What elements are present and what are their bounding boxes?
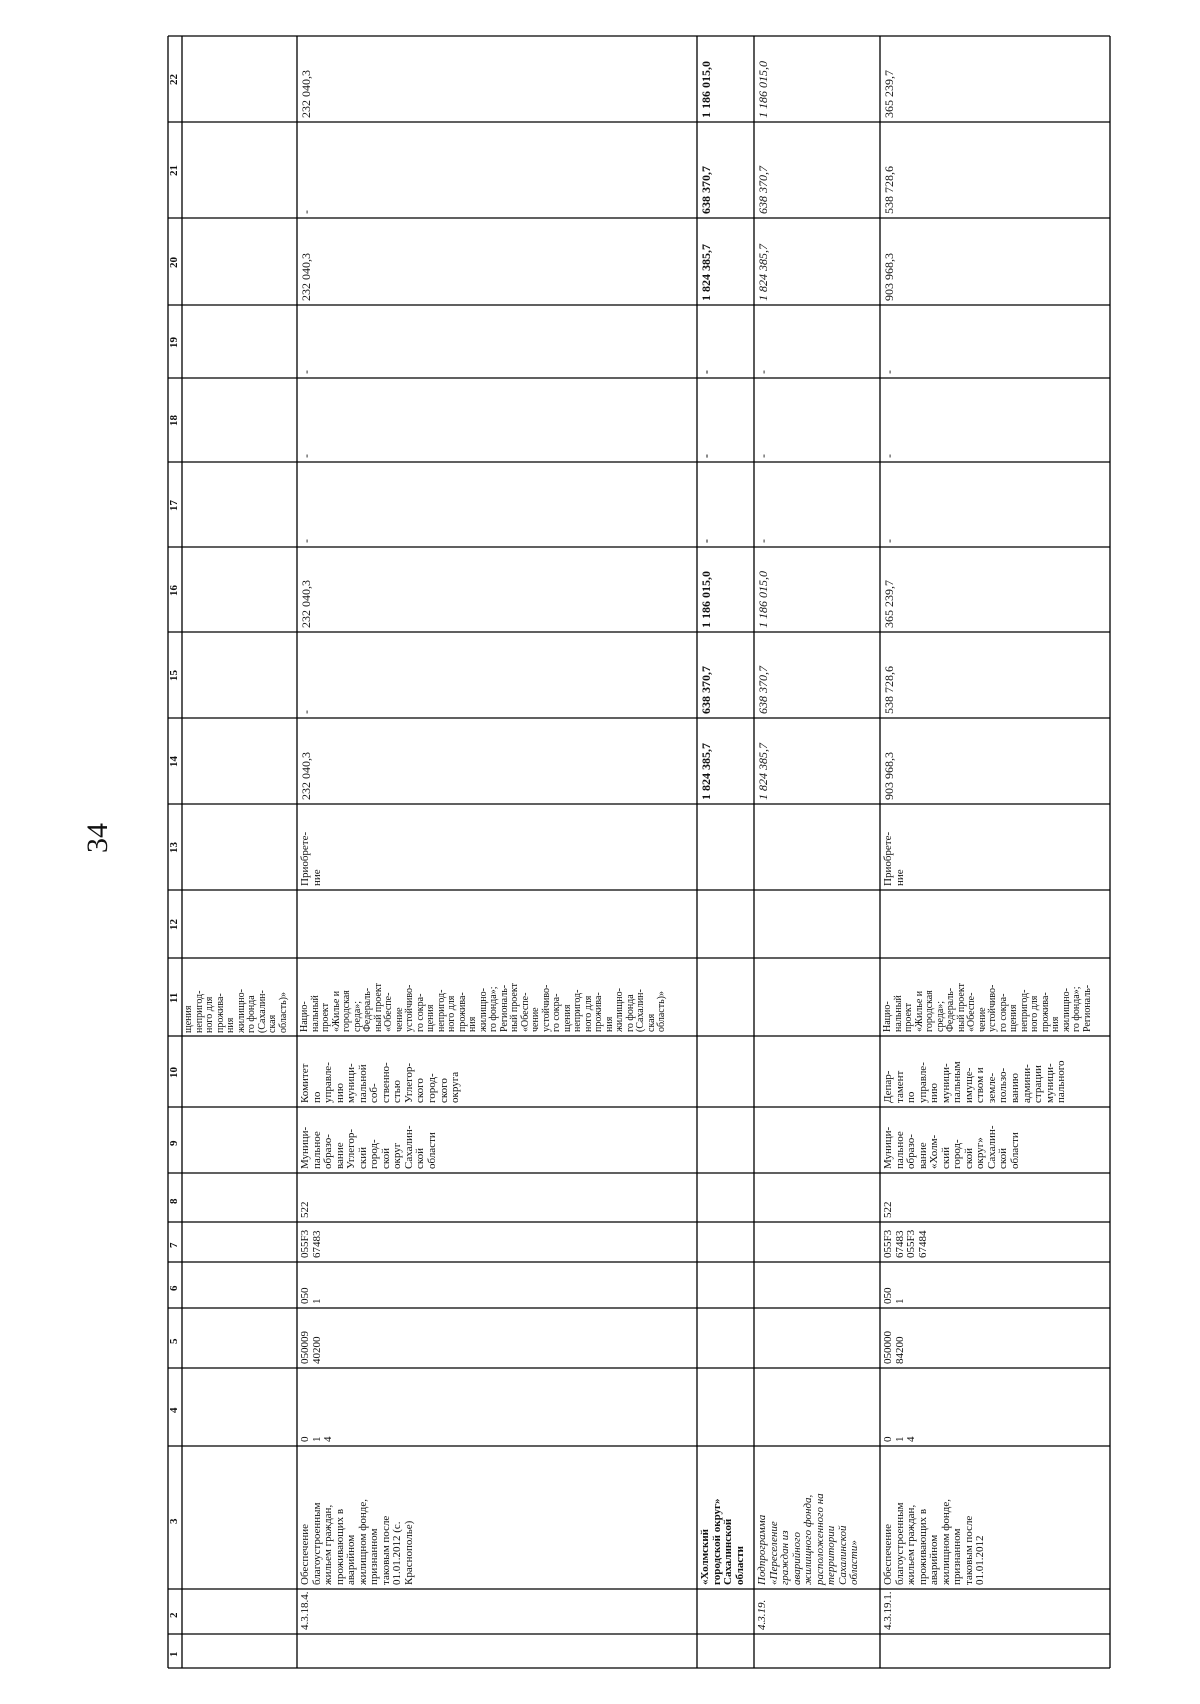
row_4_3_19_1-c11-line: Региональ- (1081, 984, 1093, 1032)
row_4_3_19_1-c11-line: Федераль- (945, 987, 956, 1032)
row_4_3_19_1-c10-line: имуще- (962, 1067, 975, 1103)
row_4_3_18_4-c11-line: го сокра- (414, 993, 426, 1032)
row_4_3_18_4-c3-line: аварийном (345, 1534, 358, 1585)
row_4_3_18_4-c14: 232 040,3 (299, 752, 313, 800)
column-number-16: 16 (168, 584, 180, 596)
row_4_3_19-c3-line: Сахалинской (836, 1525, 849, 1585)
row_4_3_18_4-c11-line: «Жилье и (330, 990, 342, 1032)
row_4_3_18_4-c17: - (299, 539, 313, 543)
row_4_3_18_4-c10-line: Комитет (299, 1063, 311, 1103)
row_kholmsk-c16: 1 186 015,0 (699, 571, 713, 628)
row_4_3_18_4-c10 (300, 1062, 462, 1103)
row_4_3_18_4-c11-line: непригод- (572, 989, 583, 1032)
row_4_3_19_1-c2: 4.3.19.1. (882, 1591, 894, 1630)
row_4_3_18_4-c3-line: благоустроенным (310, 1502, 323, 1585)
row_4_3_19_1-c4-line: 0 (882, 1436, 894, 1442)
row_4_3_18_4-c11-line: Нацио- (299, 1001, 310, 1032)
row_4_3_19_1-c9-line: ской (997, 1147, 1010, 1169)
row_4_3_19_1-c5-line: 84200 (893, 1336, 906, 1364)
row_4_3_18_4-c11-line: Региональ- (498, 984, 510, 1032)
row_4_3_18_4-c7 (300, 1230, 323, 1258)
row_4_3_19_1-c5-line: 050000 (882, 1331, 894, 1364)
row_4_3_18_4-c11-line: щения (425, 1004, 436, 1032)
row_4_3_18_4-c15: - (299, 710, 313, 714)
column-number-13: 13 (168, 842, 180, 853)
row_4_3_18_4-c8: 522 (299, 1201, 311, 1218)
row_4_3_19_1-c9-line: образо- (905, 1134, 918, 1169)
row_4_3_18_4-c3 (300, 1499, 415, 1585)
row_4_3_18_4-c9-line: Муници- (299, 1126, 311, 1169)
row_4_3_19_1-c20: 903 968,3 (882, 253, 896, 301)
row_4_3_18_4-c18: - (299, 454, 313, 458)
row_4_3_18_4-c10-line: управле- (322, 1062, 335, 1103)
column-number-22: 22 (168, 74, 180, 85)
row_4_3_18_4-c13-line: ние (310, 869, 323, 886)
row_4_3_18_4-c3-line: 01.01.2012 (с. (391, 1521, 404, 1585)
row_4_3_18_4-c9-line: ский (356, 1147, 369, 1169)
row_4_3_19-c3 (757, 1493, 861, 1585)
row_4_3_18_4-c5-line: 40200 (310, 1336, 323, 1364)
row_kholmsk-c21: 638 370,7 (699, 166, 713, 214)
row_4_3_19_1-c22: 365 239,7 (882, 70, 896, 118)
row_4_3_19_1-c11-line: чение (976, 1007, 988, 1032)
row_4_3_18_4-c2: 4.3.18.4. (299, 1591, 311, 1630)
row_4_3_18_4-c16: 232 040,3 (299, 580, 313, 628)
row_4_3_19_1-c9-line: области (1009, 1132, 1022, 1169)
row_4_3_19_1-c17: - (882, 539, 896, 543)
row_4_3_18_4-c3-line: признанном (368, 1528, 381, 1585)
row_4_3_18_4-c11-line: прожива- (593, 992, 604, 1032)
row_4_3_19_1-c11-line: ного для (1029, 995, 1040, 1032)
row_4_3_19_1-c10-line: страции (1032, 1065, 1045, 1103)
row_4_3_18_4-c7-line: 055F3 (299, 1229, 311, 1258)
row_4_3_18_4-c11-line: устойчиво- (540, 984, 552, 1032)
row_4_3_18_4-c9-line: ской (414, 1147, 427, 1169)
column-number-14: 14 (168, 756, 180, 767)
row_4_3_19_1-c10 (883, 1061, 1068, 1104)
row_4_3_19_1-c10-line: нию (928, 1083, 941, 1103)
row_4_3_19_1-c9-line: округ» (974, 1137, 987, 1169)
row_4_3_19_1-c10-line: по (905, 1091, 918, 1103)
row_4_3_19-c14: 1 824 385,7 (756, 743, 770, 800)
top-row-col11-line: прожива- (214, 993, 226, 1033)
row_4_3_19_1-c7-line: 67483 (893, 1230, 906, 1258)
row_4_3_18_4-c11-line: среда»; (351, 1000, 363, 1032)
column-number-2: 2 (168, 1612, 180, 1618)
row_4_3_19_1-c10-line: муници- (1043, 1063, 1056, 1103)
row_4_3_19_1-c10-line: тамент (893, 1070, 906, 1103)
row_4_3_19_1-c19: - (882, 370, 896, 374)
row_4_3_18_4-c11-line: ного для (582, 995, 594, 1032)
row_4_3_18_4-c11-line: чение (393, 1007, 405, 1032)
top-row-col11-line: область)» (277, 992, 289, 1033)
row_4_3_18_4-c10-line: Углегор- (402, 1062, 415, 1103)
column-number-17: 17 (168, 499, 180, 511)
row_4_3_19_1-c7-line: 055F3 (882, 1229, 894, 1258)
row_kholmsk-c15: 638 370,7 (699, 666, 713, 714)
row_4_3_19-c3-line: области» (848, 1540, 861, 1585)
row_4_3_19_1-c11-line: устойчиво- (987, 984, 998, 1032)
row_4_3_19_1-c9 (883, 1126, 1022, 1169)
row_4_3_18_4-c11-line: ская (645, 1013, 657, 1032)
row_4_3_18_4-c10-line: пальной (356, 1064, 369, 1103)
row_4_3_19_1-c7-line: 055F3 (905, 1229, 918, 1258)
row_4_3_19_1-c16: 365 239,7 (882, 580, 896, 628)
row_4_3_18_4-c11-line: нальный (309, 995, 321, 1032)
row_kholmsk-c19: - (699, 370, 713, 374)
row_4_3_18_4-c3-line: жильем граждан, (322, 1504, 335, 1585)
row_4_3_18_4-c9-line: области (426, 1132, 439, 1169)
column-number-6: 6 (168, 1285, 180, 1291)
row_4_3_18_4-c4-line: 4 (322, 1436, 335, 1442)
row_4_3_18_4-c10-line: муници- (345, 1063, 358, 1103)
row_4_3_19_1-c6-line: 1 (893, 1298, 906, 1304)
row_4_3_18_4-c9-line: вание (333, 1142, 346, 1169)
row_4_3_19_1-c6 (883, 1288, 906, 1305)
row_4_3_19_1-c3-line: аварийном (928, 1534, 941, 1585)
row_4_3_18_4-c13-line: Приобрете- (299, 831, 311, 886)
row_kholmsk-c3-line: области (733, 1545, 746, 1585)
row_kholmsk-c22: 1 186 015,0 (699, 61, 713, 118)
row_4_3_18_4-c6-line: 1 (310, 1298, 323, 1304)
page-number: 34 (81, 823, 114, 853)
row_4_3_18_4-c11-line: «Обеспе- (519, 992, 531, 1032)
row_4_3_18_4-c11-line: го фонда (624, 994, 636, 1032)
row_4_3_19_1-c11-line: непригод- (1018, 989, 1030, 1032)
row_4_3_19_1-c10-line: земле- (985, 1072, 998, 1103)
column-number-18: 18 (168, 415, 180, 426)
row_4_3_19-c22: 1 186 015,0 (756, 61, 770, 118)
row_4_3_19_1-c9-line: пальное (893, 1131, 906, 1169)
column-number-1: 1 (168, 1651, 180, 1657)
row_4_3_18_4-c9-line: город- (368, 1139, 381, 1169)
row_4_3_18_4-c19: - (299, 370, 313, 374)
row_4_3_18_4-c20: 232 040,3 (299, 253, 313, 301)
row_4_3_18_4-c13 (300, 832, 323, 886)
row_4_3_19_1-c11 (883, 983, 1093, 1032)
column-number-21: 21 (168, 165, 180, 176)
row_4_3_18_4-c11-line: Федераль- (362, 987, 373, 1032)
column-number-11: 11 (168, 992, 180, 1003)
row_kholmsk-c17: - (699, 539, 713, 543)
row_4_3_18_4-c4-line: 1 (310, 1436, 323, 1442)
row_4_3_18_4-c10-line: нию (333, 1083, 346, 1103)
row_4_3_18_4-c5 (300, 1331, 323, 1364)
row_4_3_18_4-c11-line: городская (341, 990, 352, 1032)
row_4_3_18_4-c11-line: (Сахалин- (635, 989, 646, 1032)
row_4_3_19_1-c18: - (882, 454, 896, 458)
row_4_3_18_4-c11 (300, 983, 668, 1032)
row_4_3_19-c3-line: территории (825, 1525, 838, 1585)
row_4_3_19_1-c11-line: щения (1008, 1004, 1019, 1032)
row_4_3_18_4-c9-line: пальное (310, 1131, 323, 1169)
row_4_3_19_1-c3-line: жилищном фонде, (939, 1499, 952, 1585)
row_4_3_18_4-c9-line: ской (379, 1147, 392, 1169)
row_4_3_18_4-c10-line: город- (426, 1073, 439, 1103)
column-number-7: 7 (168, 1242, 180, 1248)
row_4_3_19_1-c9-line: «Холм- (928, 1134, 941, 1169)
column-number-3: 3 (168, 1518, 180, 1524)
row_4_3_19_1-c11-line: «Жилье и (913, 990, 925, 1032)
row_4_3_19_1-c13-line: ние (893, 869, 906, 886)
row_4_3_19-c3-line: расположенного на (813, 1493, 826, 1585)
row_kholmsk-c20: 1 824 385,7 (699, 244, 713, 301)
row_4_3_18_4-c11-line: ный проект (509, 983, 520, 1032)
row_4_3_18_4-c11-line: непригод- (435, 989, 447, 1032)
row_4_3_18_4-c9-line: Сахалин- (402, 1125, 415, 1169)
row_4_3_19_1-c11-line: проект (903, 1002, 914, 1032)
column-number-15: 15 (168, 670, 180, 681)
row_4_3_19_1-c9-line: Муници- (882, 1126, 894, 1169)
row_4_3_19_1-c4-line: 1 (893, 1436, 906, 1442)
row_4_3_19-c3-line: жилищного фонда, (802, 1494, 815, 1585)
row_4_3_18_4-c11-line: «Обеспе- (383, 992, 394, 1032)
top-row-col11-line: непригод- (193, 990, 205, 1033)
row_4_3_18_4-c3-line: проживающих в (333, 1508, 346, 1585)
row_4_3_19_1-c11-line: жилищно- (1060, 988, 1072, 1032)
row_4_3_19_1-c10-line: пального (1055, 1060, 1068, 1103)
row_4_3_19_1-c11-line: го фонда»; (1071, 986, 1082, 1032)
column-number-9: 9 (168, 1140, 180, 1146)
row_4_3_19_1-c10-line: Депар- (882, 1070, 894, 1103)
row_kholmsk-c14: 1 824 385,7 (699, 743, 713, 800)
row_4_3_18_4-c11-line: ния (603, 1016, 615, 1032)
row_4_3_19_1-c3-line: 01.01.2012 (974, 1535, 987, 1585)
row_4_3_19-c3-line: граждан из (779, 1530, 792, 1585)
row_4_3_19-c15: 638 370,7 (756, 666, 770, 714)
row_4_3_18_4-c10-line: по (310, 1091, 323, 1103)
row_4_3_19_1-c11-line: ный проект (955, 983, 967, 1032)
row_4_3_19_1-c4 (883, 1437, 918, 1443)
row_4_3_18_4-c11-line: го фонда»; (488, 986, 499, 1032)
row_4_3_19-c18: - (756, 454, 770, 458)
row_4_3_18_4-c3-line: жилищном фонде, (356, 1499, 369, 1585)
row_4_3_18_4-c10-line: ского (414, 1078, 427, 1103)
row_4_3_18_4-c4 (300, 1437, 335, 1443)
column-number-10: 10 (168, 1066, 180, 1078)
row_4_3_18_4-c11-line: устойчиво- (404, 984, 415, 1032)
row_4_3_19_1-c7 (883, 1230, 929, 1258)
top-row-col11-line: го фонда (246, 995, 257, 1033)
row_4_3_19_1-c11-line: «Обеспе- (966, 992, 977, 1032)
row_4_3_19_1-c13-line: Приобрете- (882, 831, 894, 886)
row_4_3_19_1-c10-line: админи- (1020, 1064, 1033, 1103)
column-number-4: 4 (168, 1407, 180, 1413)
row_4_3_18_4-c9-line: округ (391, 1142, 404, 1169)
row_4_3_19_1-c3-line: благоустроенным (893, 1502, 906, 1585)
row_4_3_19-c16: 1 186 015,0 (756, 571, 770, 628)
row_4_3_19_1-c3-line: признанном (951, 1528, 964, 1585)
row_4_3_18_4-c10-line: соб- (368, 1083, 381, 1103)
row_4_3_18_4-c11-line: проект (320, 1002, 331, 1032)
row_kholmsk-c3-line: «Холмский (699, 1528, 711, 1585)
row_4_3_19_1-c15: 538 728,6 (882, 666, 896, 714)
row_4_3_18_4-c11-line: жилищно- (614, 988, 625, 1032)
row_4_3_18_4-c5-line: 050009 (299, 1331, 311, 1364)
row_4_3_19_1-c3-line: таковым после (962, 1515, 975, 1585)
row_4_3_18_4-c3-line: таковым после (379, 1515, 392, 1585)
row_4_3_19_1-c10-line: ством и (974, 1067, 987, 1103)
top-row-col11-line: ния (225, 1017, 236, 1033)
column-number-19: 19 (168, 336, 180, 348)
row_4_3_19_1-c10-line: пользо- (997, 1067, 1010, 1103)
row_4_3_18_4-c3-line: Краснополье) (402, 1520, 415, 1585)
row_4_3_19_1-c11-line: городская (924, 990, 935, 1032)
row_4_3_19_1-c13 (883, 832, 906, 886)
row_4_3_18_4-c10-line: ственно- (379, 1062, 392, 1103)
row_4_3_19_1-c9-line: вание (916, 1142, 929, 1169)
row_4_3_19_1-c11-line: нальный (892, 995, 904, 1032)
row_4_3_19_1-c11-line: ния (1050, 1016, 1061, 1032)
row_4_3_19-c17: - (756, 539, 770, 543)
row_4_3_19-c19: - (756, 370, 770, 374)
row_4_3_19-c20: 1 824 385,7 (756, 244, 770, 301)
row_kholmsk-c3-line: Сахалинской (722, 1518, 735, 1585)
row_4_3_19_1-c6-line: 050 (882, 1287, 894, 1304)
row_4_3_19_1-c9-line: ской (962, 1147, 975, 1169)
row_4_3_19_1-c11-line: прожива- (1039, 992, 1051, 1032)
row_4_3_18_4-c9-line: Углегор- (345, 1128, 358, 1169)
row_4_3_18_4-c11-line: щения (561, 1004, 573, 1032)
row_4_3_18_4-c11-line: область)» (656, 991, 667, 1032)
row_4_3_18_4-c6 (300, 1288, 323, 1305)
row_4_3_19_1-c9-line: ский (939, 1147, 952, 1169)
row_4_3_18_4-c9 (300, 1126, 439, 1169)
row_4_3_19_1-c3-line: Обеспечение (882, 1524, 894, 1585)
row_4_3_18_4-c4-line: 0 (299, 1436, 311, 1442)
row_kholmsk-c18: - (699, 454, 713, 458)
row_4_3_19_1-c3-line: жильем граждан, (905, 1504, 918, 1585)
top-row-col11-line: щения (183, 1005, 194, 1033)
row_4_3_19-c2: 4.3.19. (756, 1599, 768, 1630)
row_4_3_19_1-c9-line: Сахалин- (985, 1125, 998, 1169)
column-number-8: 8 (168, 1198, 180, 1204)
row_4_3_19_1-c7-line: 67484 (916, 1230, 929, 1258)
row_4_3_18_4-c10-line: округа (449, 1071, 462, 1103)
row_4_3_19_1-c3-line: проживающих в (916, 1508, 929, 1585)
top-row-col11-line: ская (267, 1014, 278, 1033)
row_4_3_19-c3-line: аварийного (790, 1532, 803, 1585)
row_4_3_18_4-c6-line: 050 (299, 1287, 311, 1304)
column-number-20: 20 (168, 256, 180, 268)
row_4_3_19_1-c4-line: 4 (905, 1436, 918, 1442)
row_4_3_19_1-c10-line: муници- (939, 1063, 952, 1103)
row_4_3_19_1-c9-line: город- (951, 1139, 964, 1169)
row_4_3_18_4-c21: - (299, 210, 313, 214)
row_4_3_19_1-c11-line: среда»; (934, 1000, 946, 1032)
row_4_3_18_4-c11-line: жилищно- (477, 988, 489, 1032)
row_4_3_19_1-c21: 538 728,6 (882, 166, 896, 214)
column-number-12: 12 (168, 919, 180, 930)
row_4_3_19_1-c5 (883, 1331, 906, 1364)
row_4_3_18_4-c11-line: ного для (446, 995, 457, 1032)
row_4_3_18_4-c11-line: ный проект (372, 983, 384, 1032)
row_4_3_18_4-c3-line: Обеспечение (299, 1524, 311, 1585)
row_4_3_19_1-c8: 522 (882, 1201, 894, 1218)
row_4_3_18_4-c11-line: прожива- (456, 992, 468, 1032)
row_4_3_19-c3-line: Подпрограмма (756, 1514, 768, 1585)
row_4_3_18_4-c11-line: чение (530, 1007, 541, 1032)
row_4_3_18_4-c11-line: ния (467, 1016, 478, 1032)
row_4_3_19_1-c10-line: управле- (916, 1062, 929, 1103)
top-row-col11-line: (Сахалин- (256, 990, 268, 1033)
row_4_3_18_4-c10-line: ского (437, 1078, 450, 1103)
row_4_3_19_1-c10-line: ванию (1009, 1073, 1022, 1103)
row_4_3_18_4-c7-line: 67483 (310, 1230, 323, 1258)
row_4_3_18_4-c11-line: го сокра- (551, 993, 562, 1032)
row_4_3_18_4-c10-line: стью (391, 1080, 404, 1103)
top-row-col11-line: ного для (204, 996, 215, 1033)
row_4_3_19_1-c3 (883, 1499, 987, 1585)
row_kholmsk-c3 (700, 1498, 746, 1585)
top-row-col11-line: жилищно- (235, 989, 247, 1033)
row_4_3_19_1-c10-line: пальным (951, 1061, 964, 1103)
row_kholmsk-c3-line: городской округ» (710, 1498, 723, 1585)
row_4_3_19_1-c11-line: го сокра- (997, 993, 1009, 1032)
column-number-5: 5 (168, 1338, 180, 1344)
row_4_3_18_4-c22: 232 040,3 (299, 70, 313, 118)
row_4_3_19_1-c14: 903 968,3 (882, 752, 896, 800)
row_4_3_19_1-c11-line: Нацио- (882, 1001, 893, 1032)
row_4_3_19-c21: 638 370,7 (756, 166, 770, 214)
row_4_3_19-c3-line: «Переселение (767, 1521, 780, 1585)
row_4_3_18_4-c9-line: образо- (322, 1134, 335, 1169)
top-row-col11 (184, 989, 289, 1033)
